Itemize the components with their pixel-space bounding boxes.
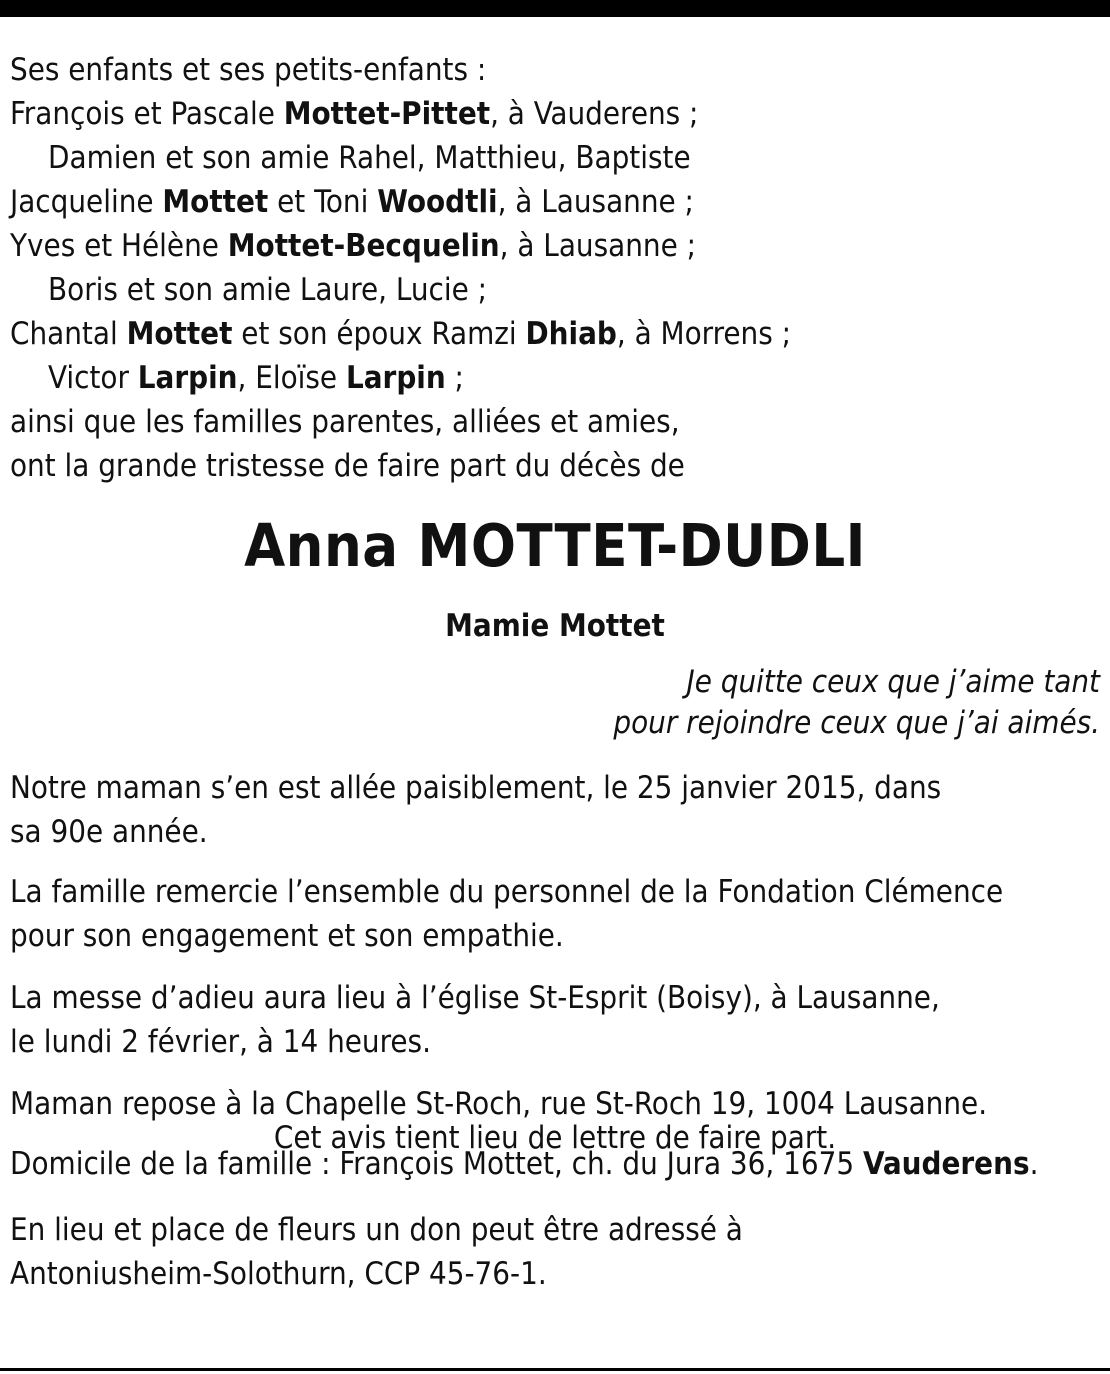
family-line-3: Jacqueline Mottet et Toni Woodtli, à Lausanne ; (10, 184, 694, 220)
quote-line-1: Je quitte ceux que j’aime tant (686, 664, 1100, 700)
also-line: ainsi que les familles parentes, alliées et amies, (10, 404, 680, 440)
thanks-line-1: La famille remercie l’ensemble du personnel de la Fondation Clémence (10, 874, 1004, 910)
bottom-rule (0, 1368, 1110, 1371)
quote-line-2: pour rejoindre ceux que j’ai aimés. (613, 705, 1100, 741)
family-line-5: Boris et son amie Laure, Lucie ; (48, 272, 488, 308)
deceased-name: Anna MOTTET-DUDLI (244, 511, 866, 580)
mass-line-1: La messe d’adieu aura lieu à l’église St-Esprit (Boisy), à Lausanne, (10, 980, 940, 1016)
donation-line-2: Antoniusheim-Solothurn, CCP 45-76-1. (10, 1256, 547, 1292)
epitaph-quote (613, 662, 1100, 744)
mass-paragraph (10, 976, 940, 1064)
thanks-paragraph (10, 870, 1003, 958)
nickname: Mamie Mottet (445, 608, 665, 644)
home-paragraph: Domicile de la famille : François Mottet, ch. du Jura 36, 1675 Vauderens. (10, 1146, 1039, 1182)
thanks-line-2: pour son engagement et son empathie. (10, 918, 564, 954)
family-line-1: François et Pascale Mottet-Pittet, à Vauderens ; (10, 96, 699, 132)
announce-line: ont la grande tristesse de faire part du décès de (10, 448, 685, 484)
donation-paragraph (10, 1208, 743, 1296)
top-rule (0, 0, 1110, 17)
family-list (10, 48, 1100, 488)
family-line-7: Victor Larpin, Eloïse Larpin ; (48, 360, 464, 396)
closing-line: Cet avis tient lieu de lettre de faire part. (273, 1120, 837, 1156)
death-paragraph (10, 766, 941, 854)
family-line-6: Chantal Mottet et son époux Ramzi Dhiab, à Morrens ; (10, 316, 791, 352)
rest-paragraph: Maman repose à la Chapelle St-Roch, rue St-Roch 19, 1004 Lausanne. (10, 1086, 988, 1122)
family-line-2: Damien et son amie Rahel, Matthieu, Baptiste (48, 140, 691, 176)
death-line-2: sa 90e année. (10, 814, 208, 850)
donation-line-1: En lieu et place de fleurs un don peut être adressé à (10, 1212, 743, 1248)
mass-line-2: le lundi 2 février, à 14 heures. (10, 1024, 431, 1060)
intro-line: Ses enfants et ses petits-enfants : (10, 52, 487, 88)
death-line-1: Notre maman s’en est allée paisiblement, le 25 janvier 2015, dans (10, 770, 942, 806)
family-line-4: Yves et Hélène Mottet-Becquelin, à Lausanne ; (10, 228, 696, 264)
